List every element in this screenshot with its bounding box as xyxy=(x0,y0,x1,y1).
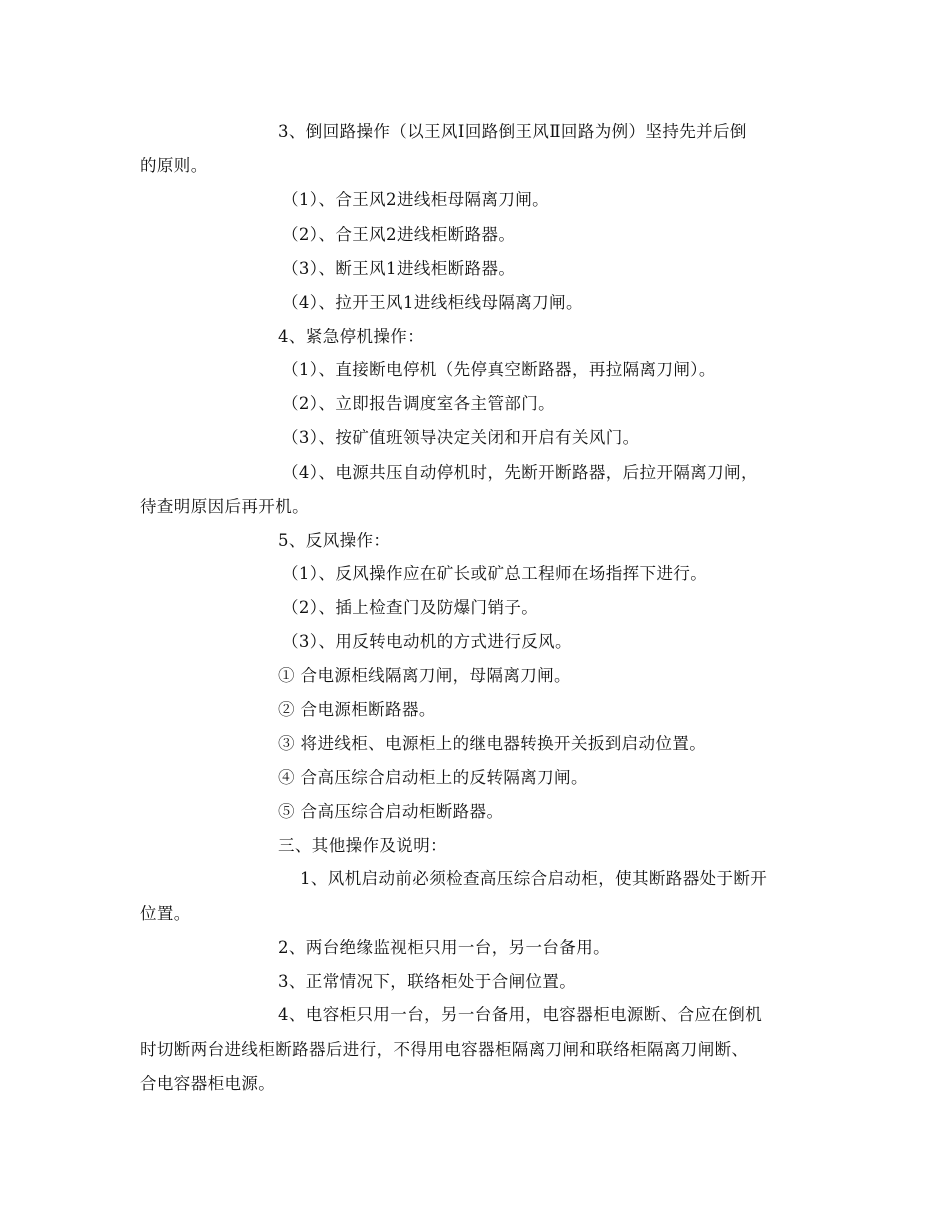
text-line: （3）、用反转电动机的方式进行反风。 xyxy=(282,632,572,651)
text-line: （2）、插上检查门及防爆门销子。 xyxy=(282,598,539,617)
text-line: （1）、反风操作应在矿长或矿总工程师在场指挥下进行。 xyxy=(282,564,708,583)
text-line: （1）、合王风2进线柜母隔离刀闸。 xyxy=(282,190,550,209)
text-line: ② 合电源柜断路器。 xyxy=(278,700,436,719)
text-line: 3、倒回路操作（以王风Ⅰ回路倒王风Ⅱ回路为例）坚持先并后倒 xyxy=(278,122,747,141)
text-line: （2）、合王风2进线柜断路器。 xyxy=(282,225,516,244)
text-line: 5、反风操作： xyxy=(278,531,391,550)
text-line: ⑤ 合高压综合启动柜断路器。 xyxy=(278,802,504,821)
text-line: 2、两台绝缘监视柜只用一台，另一台备用。 xyxy=(278,938,610,957)
text-line: ① 合电源柜线隔离刀闸，母隔离刀闸。 xyxy=(278,666,571,685)
text-line: ④ 合高压综合启动柜上的反转隔离刀闸。 xyxy=(278,768,588,787)
text-line: （1）、直接断电停机（先停真空断路器，再拉隔离刀闸）。 xyxy=(282,360,716,379)
text-line: 待查明原因后再开机。 xyxy=(140,497,309,516)
text-line: 位置。 xyxy=(140,904,191,923)
text-line: （2）、立即报告调度室各主管部门。 xyxy=(282,394,556,413)
text-line: ③ 将进线柜、电源柜上的继电器转换开关扳到启动位置。 xyxy=(278,734,707,753)
text-line: 4、电容柜只用一台，另一台备用，电容器柜电源断、合应在倒机 xyxy=(278,1005,763,1024)
text-line: （3）、按矿值班领导决定关闭和开启有关风门。 xyxy=(282,428,640,447)
text-line: 3、正常情况下，联络柜处于合闸位置。 xyxy=(278,972,577,991)
text-line: 三、其他操作及说明： xyxy=(278,836,447,855)
text-line: （4）、电源共压自动停机时，先断开断路器，后拉开隔离刀闸， xyxy=(282,463,758,482)
text-line: （4）、拉开王风1进线柜线母隔离刀闸。 xyxy=(282,293,583,312)
text-line: 1、风机启动前必须检查高压综合启动柜，使其断路器处于断开 xyxy=(300,869,768,888)
text-line: 的原则。 xyxy=(140,156,208,175)
text-line: 4、紧急停机操作： xyxy=(278,327,425,346)
text-line: （3）、断王风1进线柜断路器。 xyxy=(282,259,516,278)
text-line: 合电容器柜电源。 xyxy=(140,1074,276,1093)
text-line: 时切断两台进线柜断路器后进行，不得用电容器柜隔离刀闸和联络柜隔离刀闸断、 xyxy=(140,1040,749,1059)
